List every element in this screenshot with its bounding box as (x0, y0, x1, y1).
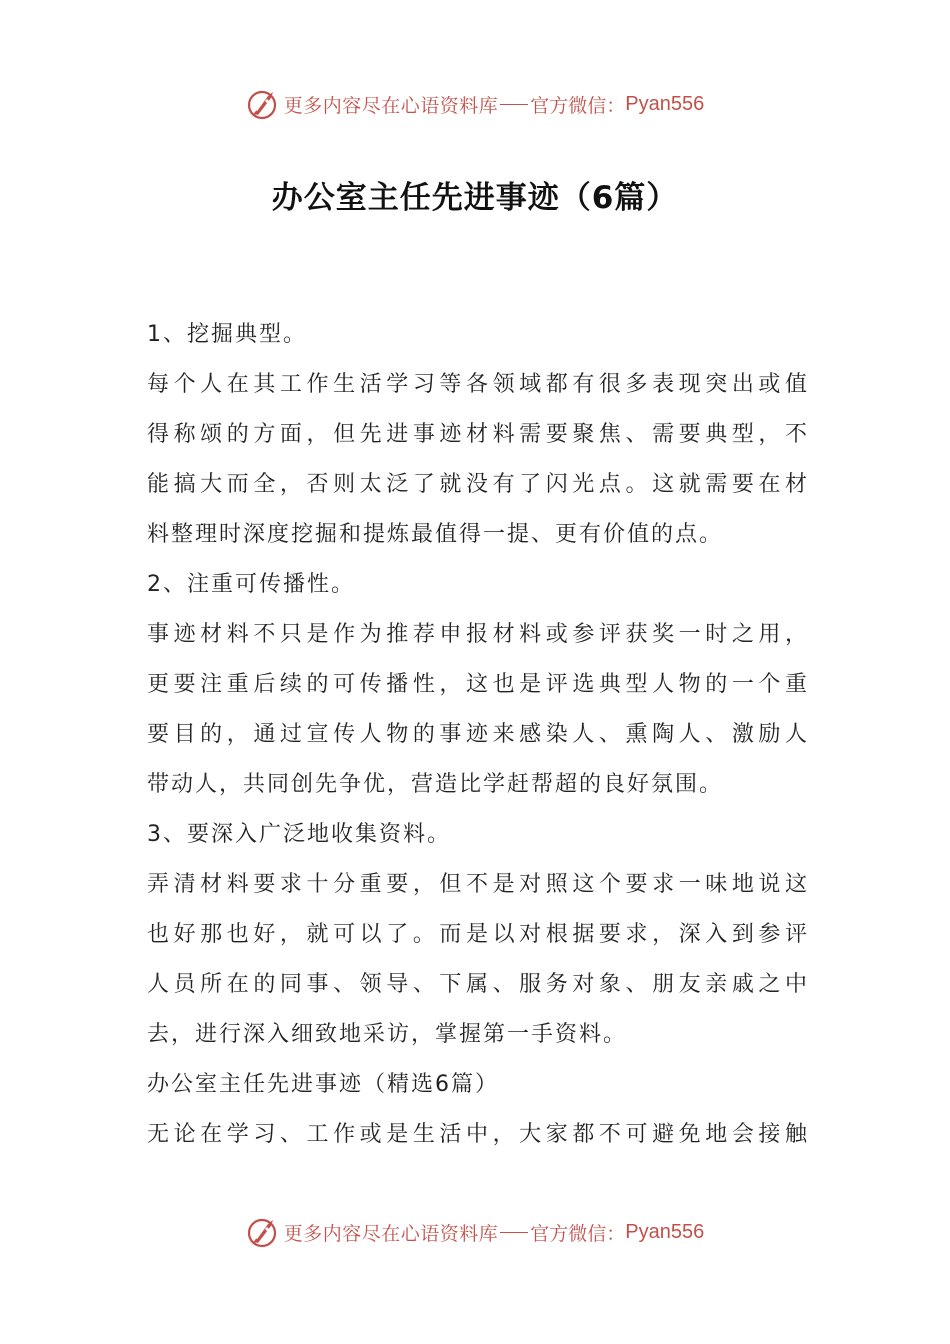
body-line: 每个人在其工作生活学习等各领域都有很多表现突出或值 (147, 372, 807, 397)
body-line: 得称颂的方面，但先进事迹材料需要聚焦、需要典型，不 (147, 422, 807, 447)
body-line: 去，进行深入细致地采访，掌握第一手资料。 (147, 1022, 628, 1047)
body-line: 人员所在的同事、领导、下属、服务对象、朋友亲戚之中 (147, 972, 807, 997)
banner-dash (500, 1232, 528, 1233)
body-line: 1、挖掘典型。 (147, 322, 307, 347)
body-line: 带动人，共同创先争优，营造比学赶帮超的良好氛围。 (147, 772, 724, 797)
document-body (147, 310, 807, 1160)
banner-text: 更多内容尽在心语资料库 (283, 94, 499, 117)
body-line: 也好那也好，就可以了。而是以对根据要求，深入到参评 (147, 922, 807, 947)
body-line: 弄清材料要求十分重要，但不是对照这个要求一味地说这 (147, 872, 807, 897)
banner-wechat-label: 官方微信： (530, 1222, 626, 1245)
body-line: 更要注重后续的可传播性，这也是评选典型人物的一个重 (147, 672, 807, 697)
banner-dash (500, 104, 528, 105)
quill-pen-logo-icon (246, 1215, 280, 1249)
body-line: 要目的，通过宣传人物的事迹来感染人、熏陶人、激励人 (147, 722, 807, 747)
body-line: 事迹材料不只是作为推荐申报材料或参评获奖一时之用， (147, 622, 807, 647)
body-line: 能搞大而全，否则太泛了就没有了闪光点。这就需要在材 (147, 472, 807, 497)
header-banner (0, 84, 950, 124)
body-line: 料整理时深度挖掘和提炼最值得一提、更有价值的点。 (147, 522, 724, 547)
footer-banner (0, 1212, 950, 1252)
body-line: 3、要深入广泛地收集资料。 (147, 822, 451, 847)
body-line: 无论在学习、工作或是生活中，大家都不可避免地会接触 (147, 1122, 807, 1147)
banner-wechat-id: Pyan556 (625, 1220, 705, 1243)
banner-wechat-label: 官方微信： (530, 94, 626, 117)
banner-text: 更多内容尽在心语资料库 (283, 1222, 499, 1245)
quill-pen-logo-icon (246, 87, 280, 121)
banner-wechat-id: Pyan556 (625, 92, 705, 115)
body-line: 办公室主任先进事迹（精选6篇） (147, 1072, 499, 1097)
body-line: 2、注重可传播性。 (147, 572, 355, 597)
document-title: 办公室主任先进事迹（6篇） (271, 180, 679, 216)
